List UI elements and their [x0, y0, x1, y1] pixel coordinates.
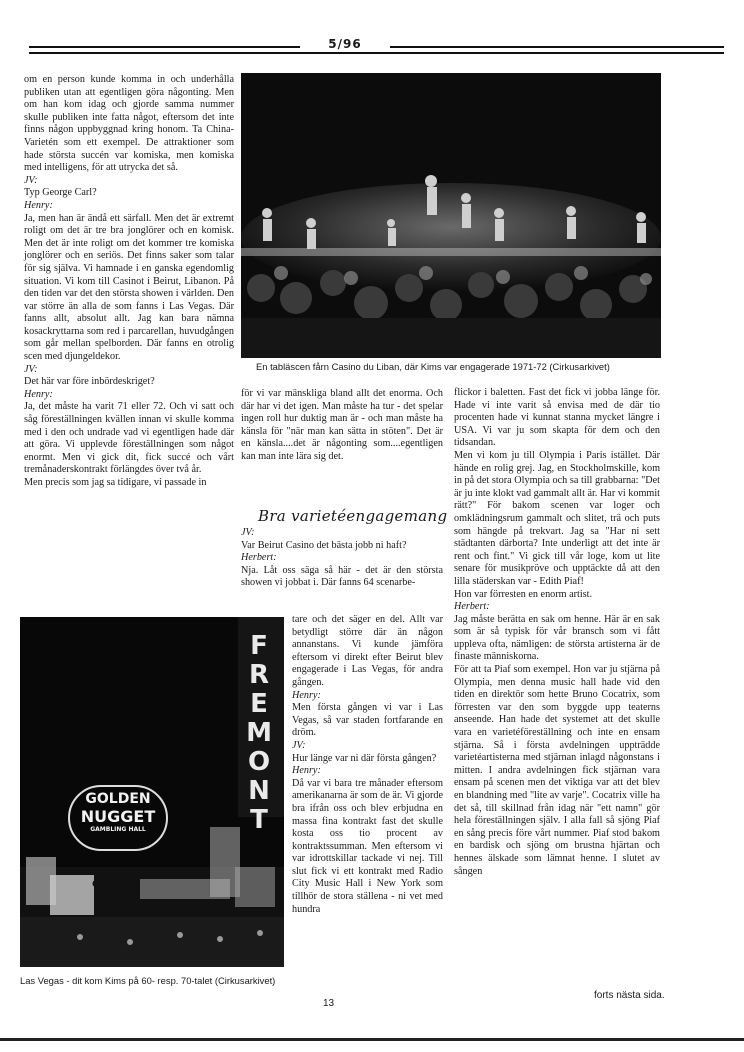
article-column-3	[454, 387, 660, 878]
speaker-label: Henry:	[292, 765, 321, 777]
article-column-2-top	[241, 388, 443, 464]
paragraph: Hon var förresten en enorm artist.	[454, 588, 593, 600]
paragraph: Det här var före inbördeskriget?	[24, 376, 155, 388]
casino-sign: CASINO	[92, 879, 135, 890]
article-column-2-bottom	[292, 614, 443, 916]
paragraph: Nja. Låt oss säga så här - det är den största showen vi jobbat i. Där fanns 64 scenarbe-	[241, 564, 443, 589]
header-rule-bottom	[29, 52, 724, 54]
paragraph: För att ta Piaf som exempel. Hon var ju stjärna på Olympia, men denna music hall hade vid den tiden en direktör som hette Bruno Cocatrix, som förresten var den som byggde upp teaterns anseende. Han hade det systemet att det skulle vara en varietéföreställning och inte en ensam stjärna. Så i första avdelningen uppträdde varietéartisterna med stjärnan inlagd någonstans i mitten. I andra avdelningen fick stjärnan vara ensam på scenen men det viktiga var att det blev en blandning med "lite av varje". Cocatrix ville ha det så, till skillnad från idag när "ett namn" gör hela föreställningen själv. I alla fall så sjöng Piaf en sång precis före vårt nummer. Piaf stod bakom en bardisk och sjöng om brustna hjärtan och hennes älskade som lämnat henne. I slutet av sången	[454, 664, 660, 877]
top-photo-caption: En tabläscen fårn Casino du Liban, där Kims var engagerade 1971-72 (Cirkusarkivet)	[256, 361, 610, 372]
bottom-photo-caption: Las Vegas - dit kom Kims på 60- resp. 70-talet (Cirkusarkivet)	[20, 975, 276, 986]
article-column-2-middle	[241, 527, 443, 590]
paragraph: Men första gången vi var i Las Vegas, så var staden fortfarande en dröm.	[292, 702, 443, 739]
section-heading: Bra varietéengagemang	[258, 507, 448, 525]
paragraph: Då var vi bara tre månader eftersom amerikanarna är som de är. Vi gjorde bra ifrån oss och blev erbjudna en massa fina kontrakt fast det skulle kosta oss tio procent av kontraktssumman. Men eftersom vi var idrottskillar tackade vi nej. Till slut fick vi ett kontrakt med Radio City Music Hall i New York som tillhör de stora ställena - ni vet med hundra	[292, 777, 443, 915]
paragraph: Hur länge var ni där första gången?	[292, 752, 437, 764]
issue-number: 5/96	[300, 37, 390, 51]
nugget-label: NUGGET	[80, 807, 156, 826]
speaker-label: Henry:	[24, 388, 53, 400]
paragraph: Typ George Carl?	[24, 187, 97, 199]
paragraph: för vi var mänskliga bland allt det enorma. Och där har vi det igen. Man måste ha tur - det spelar ingen roll hur duktig man är - och man måste ha känsla för "när man kan sätta in stöten". Det är en känsla....det är någonting som....egentligen kan man inte lära sig det.	[241, 388, 443, 462]
paragraph: Men precis som jag sa tidigare, vi passade in	[24, 477, 207, 488]
paragraph: flickor i baletten. Fast det fick vi jobba länge för. Hade vi inte varit så envisa med de där tio procenten hade vi kunnat stanna mycket längre i USA. Vi var ju som skapta för dem och den tidsandan.	[454, 387, 660, 449]
paragraph: Ja, men han är ändå ett särfall. Men det är extremt roligt om det är tre bra jonglörer och en komisk. Men det är inte roligt om det kommer tre komiska jonglörer och en seriös. Det finns saker som talar för sig själva. Vi hamnade i en ganska egendomlig situation. Vi kom till Casinot i Beirut, Libanon. På den tiden var det den största showen i världen. Den var större än alla de som fanns i Las Vegas. Där fanns allt, absolut allt. Jag kan bara nämna kosackryttarna som red i parcarellan, huvudgången som går mellan spelborden. Där fanns en otrolig scen med djungeldekor.	[24, 212, 234, 363]
speaker-label: JV:	[292, 739, 306, 751]
speaker-label: Herbert:	[241, 552, 277, 564]
speaker-label: JV:	[241, 527, 255, 538]
casino-du-liban-photo	[241, 73, 661, 358]
page-number: 13	[323, 998, 335, 1009]
paragraph: om en person kunde komma in och underhålla publiken utan att egentligen göra någonting. Men om han kom idag och gjorde samma nummer skulle publiken inte fatta något, eftersom det inte finns någon uppbyggnad kring honom. Ta China-Varietén som ett exempel. De attraktioner som hade största succén var komiska, men komiska med intelligens, för att utrycka det så.	[24, 74, 234, 174]
speaker-label: Henry:	[292, 689, 321, 701]
speaker-label: Henry:	[24, 199, 53, 211]
article-column-1	[24, 74, 234, 490]
paragraph: Ja, det måste ha varit 71 eller 72. Och vi satt och såg föreställningen kvällen innan vi skulle komma med i den och undrade vad vi egentligen hade där att göra. Vi upplevde föreställningen som något enormt. Men vi gick dit, fick succé och vårt tremånaderskontrakt förlängdes över två år.	[24, 401, 234, 476]
las-vegas-photo	[20, 617, 284, 967]
footer-rule	[0, 1038, 744, 1041]
fremont-sign	[242, 632, 276, 835]
paragraph: Men vi kom ju till Olympia i Paris istället. Där hände en rolig grej. Jag, en Stockholmskille, kom in på det stora Olympia och sa till grabbarna: "Det är ju inte klokt vad gammalt allt är. Har vi kommit rätt?" För bakom scenen var loger och omklädningsrum gammalt och slitet, trä och puts som hängde på trekvart. Jag sa "Har ni sett städtanten därborta? Inte underligt att det inte är rent och fint." Vi gick till vår loge, kom ut lite senare för musikprövе och upptäckte då att den lilla städerskan var - Edith Piaf!	[454, 449, 660, 587]
gambling-hall-label: GAMBLING HALL	[90, 826, 146, 833]
golden-label: GOLDEN	[85, 791, 151, 807]
speaker-label: JV:	[24, 174, 38, 186]
fremont-letters: F R E M O N T	[246, 631, 272, 835]
continued-note: forts nästa sida.	[594, 990, 665, 1001]
paragraph: Var Beirut Casino det bästa jobb ni haft?	[241, 539, 407, 551]
golden-nugget-sign	[68, 785, 168, 851]
paragraph: tare och det säger en del. Allt var betydligt större där än någon annanstans. Vi kunde jämföra eftersom vi direkt efter Beirut blev engagerade i Las Vegas, för andra gången.	[292, 614, 443, 688]
speaker-label: Herbert:	[454, 601, 490, 613]
paragraph: Jag måste berätta en sak om henne. Här är en sak som är så typisk för vår bransch som vi fått uppleva ofta, nämligen: de största artisterna är de finaste människorna.	[454, 613, 660, 663]
stage-scene-illustration	[241, 73, 661, 358]
speaker-label: JV:	[24, 363, 38, 375]
